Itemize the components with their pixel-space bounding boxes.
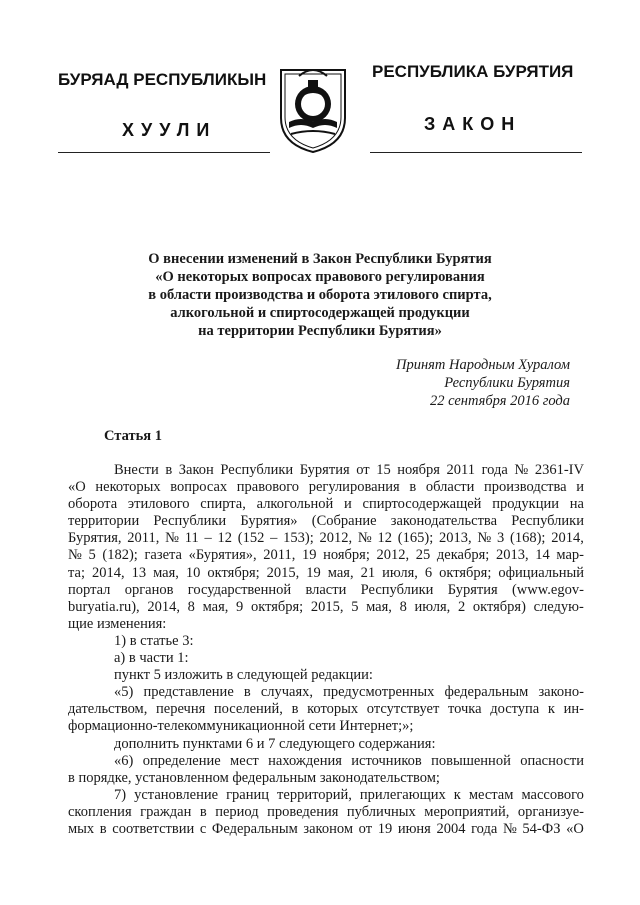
body-word: «О: [566, 820, 584, 837]
body-word: 2: [457, 598, 466, 615]
body-word: buryatia.ru),: [68, 598, 140, 615]
body-word: №: [514, 462, 529, 478]
body-word: 2011,: [263, 547, 296, 564]
body-word: правового: [236, 479, 300, 496]
body-word: 54-ФЗ: [522, 820, 561, 837]
body-word: в: [165, 462, 173, 478]
body-word: 2015,: [310, 598, 344, 615]
body-word: Закон: [178, 462, 214, 478]
body-word: 7): [114, 786, 127, 803]
body-word: и: [576, 479, 584, 496]
body-word: октября;: [250, 598, 304, 615]
body-word: июля,: [382, 564, 418, 581]
body-line: а) в части 1:: [114, 650, 189, 667]
body-word: вопросах: [170, 479, 228, 496]
body-word: газета: [144, 547, 182, 564]
body-word: граждан: [140, 803, 192, 820]
body-word: 5: [351, 598, 359, 615]
body-word: в: [99, 820, 107, 837]
body-word: точка: [447, 701, 482, 718]
body-word: 13: [131, 564, 147, 581]
body-word: мая,: [153, 564, 179, 581]
body-word: мая,: [202, 598, 229, 615]
body-word: территории: [68, 513, 140, 530]
body-word: «Бурятия»,: [188, 547, 257, 564]
article-heading: Статья 1: [104, 428, 162, 444]
body-word: доступа: [490, 701, 540, 718]
body-word: 21: [360, 564, 376, 581]
body-word: регулирования: [308, 479, 400, 496]
title-line: О внесении изменений в Закон Республики Бурятия: [148, 251, 492, 267]
body-word: отсутствует: [366, 701, 440, 718]
body-line: пункт 5 изложить в следующей редакции:: [114, 667, 373, 684]
body-word: 12: [217, 530, 233, 547]
body-line: 1) в статье 3:: [114, 632, 194, 649]
body-line: формационно-телекоммуникационной сети Интернет;»;: [68, 718, 414, 735]
body-line: [68, 479, 584, 496]
body-word: 14: [535, 547, 550, 564]
header-doc-type-russian: ЗАКОН: [424, 114, 522, 134]
body-word: некоторых: [95, 479, 161, 496]
body-word: производства: [484, 479, 567, 496]
body-word: «5): [114, 684, 134, 701]
body-word: июня: [397, 820, 431, 837]
body-word: 25: [415, 547, 431, 564]
body-word: границ: [226, 786, 270, 803]
body-word: к: [547, 701, 555, 718]
body-word: установление: [134, 786, 219, 803]
body-word: Республики: [360, 581, 434, 598]
body-word: 19: [302, 547, 317, 564]
body-word: официальный: [498, 564, 584, 581]
body-word: 2013,: [495, 547, 529, 564]
body-word: 5: [88, 547, 96, 564]
body-word: власти: [305, 581, 347, 598]
law-title: [100, 250, 540, 340]
body-line: [68, 684, 584, 701]
body-word: повышенной: [431, 752, 511, 769]
body-word: №: [165, 530, 179, 547]
body-word: территорий,: [277, 786, 352, 803]
article-body: [68, 462, 584, 838]
body-word: 19: [306, 564, 321, 581]
body-word: проведения: [267, 803, 339, 820]
body-word: 11: [184, 530, 199, 547]
body-word: скопления: [68, 803, 132, 820]
title-line: алкогольной и спиртосодержащей продукции: [170, 305, 470, 321]
body-word: мых: [68, 820, 95, 837]
title-line: в области производства и оборота этилового спирта,: [148, 287, 492, 303]
body-word: 2013,: [439, 530, 472, 547]
header-republic-russian: РЕСПУБЛИКА БУРЯТИЯ: [372, 62, 574, 81]
body-word: года: [471, 820, 498, 837]
body-word: 19: [377, 820, 393, 837]
body-word: нахождения: [268, 752, 342, 769]
body-word: массового: [521, 786, 584, 803]
body-word: Внести: [114, 462, 159, 478]
body-word: в: [243, 684, 251, 701]
body-word: 2012,: [376, 547, 410, 564]
body-word: дательством,: [68, 701, 148, 718]
body-word: случаях,: [260, 684, 314, 701]
body-line: [68, 565, 584, 582]
body-word: 10: [185, 564, 201, 581]
body-word: Бурятия,: [68, 530, 122, 547]
body-word: Бурятия: [447, 581, 498, 598]
body-word: ноября;: [323, 547, 370, 564]
body-word: от: [358, 820, 373, 837]
body-word: 153);: [283, 530, 314, 547]
body-word: следую-: [533, 598, 584, 615]
header-divider-left: [58, 152, 270, 153]
body-word: спиртосодержащей: [362, 496, 482, 513]
body-word: в: [199, 803, 207, 820]
body-word: законодательства: [390, 513, 498, 530]
body-word: 2011: [446, 462, 476, 478]
body-word: к: [453, 786, 461, 803]
body-word: органов: [124, 581, 174, 598]
body-word: Республики: [153, 513, 227, 530]
body-line: [68, 530, 584, 547]
body-word: года: [481, 462, 508, 478]
body-word: опасности: [520, 752, 584, 769]
body-word: публичных: [346, 803, 416, 820]
body-word: продукции: [492, 496, 559, 513]
body-line: [68, 804, 584, 821]
body-word: (152: [237, 530, 265, 547]
body-word: спирта,: [200, 496, 246, 513]
body-word: Бурятия: [299, 462, 350, 478]
body-word: Бурятия»: [240, 513, 298, 530]
body-word: №: [477, 530, 492, 547]
body-word: с: [199, 820, 207, 837]
body-word: на: [569, 496, 584, 513]
body-word: (165);: [397, 530, 434, 547]
body-line: [68, 513, 584, 530]
body-word: период: [215, 803, 259, 820]
body-word: 3: [497, 530, 505, 547]
adoption-line: Принят Народным Хуралом: [395, 357, 570, 373]
body-word: Республики: [511, 513, 584, 530]
body-word: №: [502, 820, 517, 837]
body-word: 2361-IV: [534, 462, 584, 478]
body-word: определение: [142, 752, 221, 769]
body-word: от: [356, 462, 370, 478]
body-word: в: [409, 479, 417, 496]
body-word: –: [270, 530, 278, 547]
body-word: 2014,: [91, 564, 125, 581]
body-word: представление: [143, 684, 234, 701]
body-word: Федеральным: [211, 820, 298, 837]
adoption-note: [340, 356, 570, 410]
header-republic-buryat: БУРЯАД РЕСПУБЛИКЫН: [58, 70, 267, 89]
body-word: оборота: [68, 496, 118, 513]
body-line: щие изменения:: [68, 615, 167, 632]
body-word: организуе-: [517, 803, 584, 820]
body-word: (www.egov-: [511, 581, 584, 598]
body-word: мая,: [366, 598, 392, 615]
body-word: (168);: [510, 530, 546, 547]
body-word: портал: [68, 581, 111, 598]
body-word: ноября: [397, 462, 440, 478]
body-word: (182);: [102, 547, 138, 564]
body-word: законом: [303, 820, 354, 837]
body-word: 12: [377, 530, 393, 547]
body-word: 2015,: [266, 564, 300, 581]
header-doc-type-buryat: ХУУЛИ: [122, 120, 217, 140]
body-line: дополнить пунктами 6 и 7 следующего содержания:: [114, 735, 436, 752]
body-word: мая,: [327, 564, 354, 581]
body-word: мест: [230, 752, 259, 769]
body-line: [68, 547, 584, 564]
body-line: [68, 462, 584, 479]
body-word: 8: [187, 598, 195, 615]
body-line: в порядке, установленном федеральным законодательством;: [68, 769, 440, 786]
body-line: [68, 787, 584, 804]
body-word: прилегающих: [359, 786, 446, 803]
body-word: соответствии: [112, 820, 195, 837]
body-word: октября;: [207, 564, 260, 581]
body-line: [68, 753, 584, 770]
body-word: №: [68, 547, 82, 564]
body-word: ин-: [563, 701, 584, 718]
body-line: [68, 496, 584, 513]
body-word: 2012,: [319, 530, 353, 547]
body-word: области: [425, 479, 475, 496]
coat-of-arms-emblem: [275, 62, 351, 154]
body-word: 2011,: [127, 530, 160, 547]
body-word: поселений,: [213, 701, 283, 718]
adoption-line: Республики Бурятия: [444, 375, 570, 391]
body-word: законо-: [538, 684, 584, 701]
body-word: 6: [424, 564, 433, 581]
body-word: 9: [236, 598, 244, 615]
title-line: «О некоторых вопросах правового регулирования: [155, 269, 485, 285]
body-word: та;: [68, 564, 85, 581]
body-word: источников: [351, 752, 422, 769]
body-word: 8: [399, 598, 407, 615]
body-word: Республики: [220, 462, 294, 478]
body-line: [68, 821, 584, 838]
body-word: декабря;: [436, 547, 490, 564]
body-word: и: [344, 496, 352, 513]
body-word: мероприятий,: [424, 803, 510, 820]
body-word: которых: [307, 701, 359, 718]
body-line: [68, 599, 584, 616]
title-line: на территории Республики Бурятия»: [198, 323, 442, 339]
adoption-line: 22 сентября 2016 года: [429, 393, 570, 409]
body-line: [68, 701, 584, 718]
body-word: 15: [376, 462, 391, 478]
body-word: «6): [114, 752, 134, 769]
body-word: –: [204, 530, 212, 547]
body-word: «О: [68, 479, 86, 496]
header-divider-right: [370, 152, 582, 153]
body-word: местам: [468, 786, 514, 803]
body-word: алкогольной: [256, 496, 334, 513]
body-word: государственной: [187, 581, 292, 598]
body-word: октября;: [439, 564, 492, 581]
body-word: 2004: [436, 820, 466, 837]
body-line: [68, 582, 584, 599]
body-word: №: [357, 530, 372, 547]
body-word: 2014,: [147, 598, 180, 615]
body-word: предусмотренных: [323, 684, 435, 701]
body-word: в: [291, 701, 299, 718]
body-word: 2014,: [551, 530, 584, 547]
body-word: федеральным: [444, 684, 529, 701]
body-word: перечня: [156, 701, 206, 718]
body-word: (Собрание: [311, 513, 377, 530]
body-word: июля,: [414, 598, 451, 615]
body-word: этилового: [127, 496, 190, 513]
body-word: октября): [472, 598, 526, 615]
body-word: мар-: [556, 547, 584, 564]
